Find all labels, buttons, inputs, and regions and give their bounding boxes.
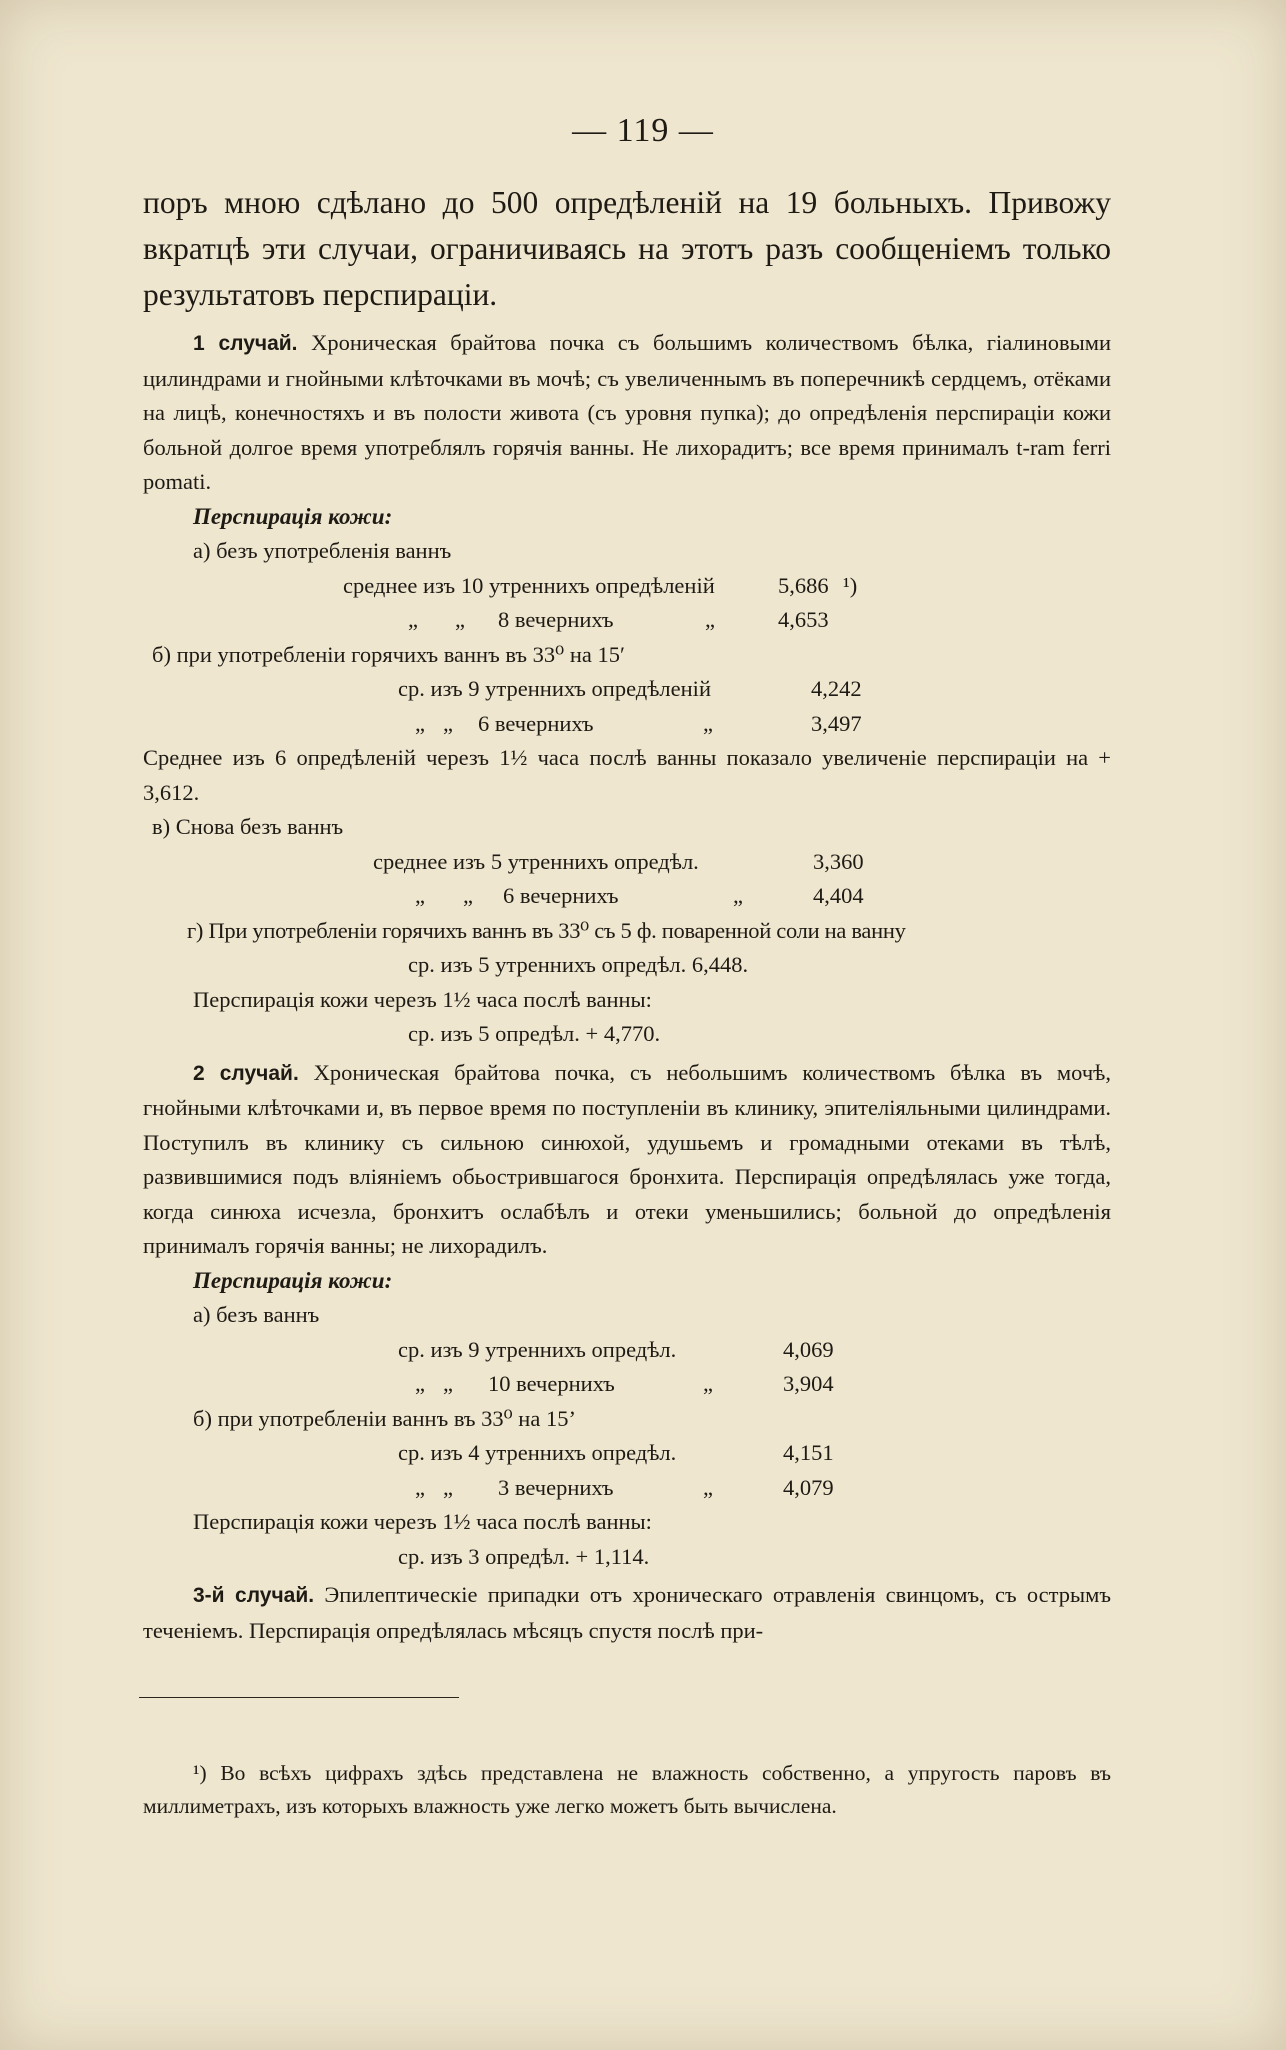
page-number: — 119 — [572,112,714,149]
ditto-mark: „ [415,883,425,908]
case2-b-row1 [143,1436,1111,1471]
case1-v-row1 [143,845,1111,880]
footnote-text: Во всѣхъ цифрахъ здѣсь представлена не влажность собственно, а упругость паровъ въ миллиметрахъ, изъ которыхъ влажность уже легко можетъ быть вычислена. [143,1760,1112,1818]
row-value: 3,360 [813,848,864,874]
row-value: 4,404 [813,883,864,908]
ditto-mark: „ [703,1371,713,1396]
ditto-mark: „ [463,883,473,908]
case1-g-label: г) При употребленіи горячихъ ваннъ въ 33⁰ съ 5 ф. поваренной соли на ванну [187,917,906,943]
case1-label: 1 случай. [193,332,298,355]
case3-paragraph [143,1578,1111,1648]
ditto-mark: „ [703,710,713,736]
case2-subhead: Перспирація кожи: [193,1267,393,1293]
case1-b-summary: Среднее изъ 6 опредѣленій черезъ 1½ часа послѣ ванны показало увеличеніе перспираціи на + 3,612. [143,745,1111,805]
row-value: 3,497 [811,710,862,736]
row-label: ср. изъ 9 утреннихъ опредѣленій [398,676,711,701]
case1-b-row1 [143,672,1111,707]
case2-a-row2 [143,1367,1111,1402]
case2-text: Хроническая брайтова почка, съ небольшимъ количествомъ бѣлка въ мочѣ, гнойными клѣточками и, въ первое время по поступленіи въ клинику, эпителіяльными цилиндрами. Поступилъ въ клинику съ сильною синюхой, удушьемъ и громадными отеками въ тѣлѣ, развившимися подъ вліяніемъ обьострившагося бронхита. Перспирація опредѣлялась уже тогда, когда синюха исчезла, бронхитъ ослабѣлъ и отеки уменьшились; больной до опредѣленія принималъ горячія ванны; не лихорадилъ. [143,1059,1111,1258]
ditto-mark: „ [703,1474,713,1500]
case3-label: 3-й случай. [193,1584,315,1607]
ditto-mark: „ [415,710,425,736]
case1-a-row1 [143,569,1111,604]
case2-a-label: а) безъ ваннъ [193,1302,320,1327]
footnote-ref: ¹) [843,572,858,598]
case1-text: Хроническая брайтова почка съ большимъ количествомъ бѣлка, гіалиновыми цилиндрами и гнойными клѣточками въ мочѣ; съ увеличеннымъ въ поперечникѣ сердцемъ, отёками на лицѣ, конечностяхъ и въ полости живота (съ уровня пупка); до опредѣленія перспираціи кожи больной долгое время употреблялъ горячія ванны. Не лихорадитъ; все время принималъ t-ram ferri pomati. [143,330,1112,494]
case1-a-row2 [143,603,1111,638]
ditto-mark: „ [415,1371,425,1396]
footnote-mark: ¹) [193,1760,207,1785]
case1-g-after: Перспирація кожи черезъ 1½ часа послѣ ванны: [193,986,652,1012]
case1-g-after-value: ср. изъ 5 опредѣл. + 4,770. [408,1021,661,1046]
row-label: 10 вечернихъ [488,1371,615,1396]
row-label: ср. изъ 9 утреннихъ опредѣл. [398,1336,677,1362]
case1-v-row2 [143,879,1111,914]
case1-b-label: б) при употребленіи горячихъ ваннъ въ 33⁰ на 15′ [152,641,625,667]
case1-b-row2 [143,707,1111,742]
case2-b-row2 [143,1471,1111,1506]
case2-after: Перспирація кожи черезъ 1½ часа послѣ ванны: [193,1509,652,1534]
case2-paragraph [143,1056,1111,1264]
row-label: среднее изъ 5 утреннихъ опредѣл. [373,848,699,874]
row-value: 3,904 [783,1371,834,1396]
row-value: 5,686 [778,572,829,598]
row-value: 4,653 [778,607,829,632]
ditto-mark: „ [443,710,453,736]
row-label: 3 вечернихъ [498,1474,614,1500]
row-label: 6 вечернихъ [503,883,619,908]
ditto-mark: „ [443,1474,453,1500]
ditto-mark: „ [733,883,743,908]
row-label: ср. изъ 4 утреннихъ опредѣл. [398,1440,677,1465]
case1-g-row1: ср. изъ 5 утреннихъ опредѣл. 6,448. [408,952,749,977]
case2-label: 2 случай. [193,1061,299,1085]
row-label: среднее изъ 10 утреннихъ опредѣленій [343,572,715,598]
case1-paragraph [143,326,1111,500]
main-text [143,180,1111,1648]
ditto-mark: „ [455,607,465,632]
case2-after-value: ср. изъ 3 опредѣл. + 1,114. [398,1543,650,1569]
case2-a-row1 [143,1333,1111,1368]
ditto-mark: „ [443,1371,453,1396]
row-label: 6 вечернихъ [478,710,594,736]
case1-a-label: а) безъ употребленія ваннъ [193,538,452,563]
case3-text: Эпилептическіе припадки отъ хроническаго отравленія свинцомъ, съ острымъ теченіемъ. Перспирація опредѣлялась мѣсяцъ спустя послѣ при- [143,1582,1111,1643]
intro-paragraph: поръ мною сдѣлано до 500 опредѣленій на 19 больныхъ. Привожу вкратцѣ эти случаи, ограничиваясь на этотъ разъ сообщеніемъ только результатовъ перспираціи. [143,185,1111,312]
case1-subhead: Перспирація кожи: [193,503,393,529]
ditto-mark: „ [408,607,418,632]
row-label: 8 вечернихъ [498,607,614,632]
ditto-mark: „ [415,1474,425,1500]
row-value: 4,069 [783,1336,834,1362]
row-value: 4,242 [811,676,862,701]
case2-b-label: б) при употребленіи ваннъ въ 33⁰ на 15’ [193,1405,576,1431]
footnote [143,1757,1111,1823]
row-value: 4,079 [783,1474,834,1500]
ditto-mark: „ [705,607,715,632]
row-value: 4,151 [783,1440,834,1465]
footnote-separator [139,1697,459,1698]
case1-v-label: в) Снова безъ ваннъ [152,814,344,839]
